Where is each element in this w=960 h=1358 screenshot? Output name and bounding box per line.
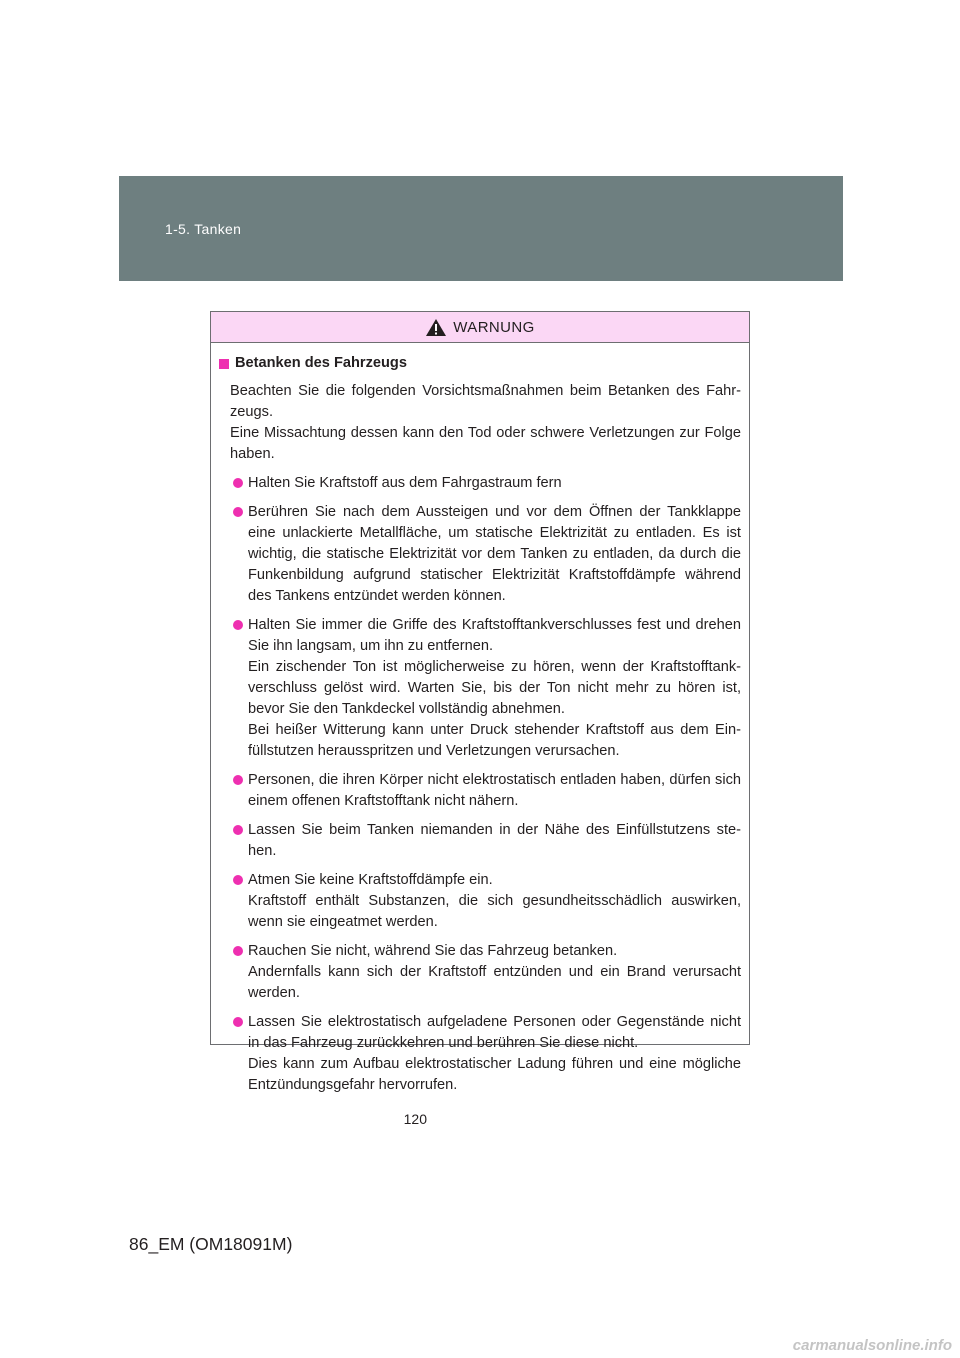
bullet-item — [219, 820, 741, 862]
warning-body — [211, 343, 749, 1096]
bullet-text — [248, 941, 741, 1004]
warning-triangle-icon — [425, 318, 447, 337]
circle-bullet-icon — [233, 825, 243, 835]
document-code: 86_EM (OM18091M) — [129, 1234, 293, 1254]
bullet-line: Dies kann zum Aufbau elektrostatischer Ladung führen und eine mögliche Entzündungsgefahr hervorrufen. — [248, 1056, 741, 1093]
bullet-item — [219, 473, 741, 494]
circle-bullet-icon — [233, 946, 243, 956]
bullet-text — [248, 870, 741, 933]
intro-line: Eine Missachtung dessen kann den Tod oder schwere Verletzungen zur Folge haben. — [230, 425, 741, 462]
warning-header — [211, 312, 749, 343]
bullet-item — [219, 870, 741, 933]
circle-bullet-icon — [233, 507, 243, 517]
warning-title: WARNUNG — [453, 318, 535, 336]
intro-line: Beachten Sie die folgenden Vorsichtsmaßnahmen beim Betanken des Fahr-zeugs. — [230, 383, 741, 420]
section-title-text: Betanken des Fahrzeugs — [235, 355, 407, 371]
bullet-line: Bei heißer Witterung kann unter Druck stehender Kraftstoff aus dem Ein-füllstutzen herausspritzen und Verletzungen verursachen. — [248, 722, 741, 759]
bullet-line: Halten Sie immer die Griffe des Kraftstofftankverschlusses fest und drehen Sie ihn langsam, um ihn zu entfernen. — [248, 617, 741, 654]
header-band — [119, 176, 843, 281]
bullet-item — [219, 941, 741, 1004]
section-title — [219, 353, 741, 374]
circle-bullet-icon — [233, 875, 243, 885]
square-bullet-icon — [219, 359, 229, 369]
bullet-text — [248, 770, 741, 812]
circle-bullet-icon — [233, 620, 243, 630]
bullet-line: Rauchen Sie nicht, während Sie das Fahrzeug betanken. — [248, 943, 618, 959]
bullet-line: Atmen Sie keine Kraftstoffdämpfe ein. — [248, 872, 493, 888]
section-label: 1-5. Tanken — [165, 221, 242, 237]
bullet-text — [248, 615, 741, 762]
circle-bullet-icon — [233, 478, 243, 488]
bullet-line: Personen, die ihren Körper nicht elektrostatisch entladen haben, dürfen sich einem offenen Kraftstofftank nicht nähern. — [248, 772, 741, 809]
bullet-item — [219, 615, 741, 762]
bullet-text — [248, 1012, 741, 1096]
bullet-line: Kraftstoff enthält Substanzen, die sich gesundheitsschädlich auswirken, wenn sie eingeatmet werden. — [248, 893, 741, 930]
bullet-list — [219, 473, 741, 1096]
bullet-line: Lassen Sie elektrostatisch aufgeladene Personen oder Gegenstände nicht in das Fahrzeug zurückkehren und berühren Sie diese nicht. — [248, 1014, 741, 1051]
circle-bullet-icon — [233, 1017, 243, 1027]
bullet-text — [248, 473, 741, 494]
bullet-line: Lassen Sie beim Tanken niemanden in der Nähe des Einfüllstutzens ste-hen. — [248, 822, 741, 859]
bullet-text — [248, 820, 741, 862]
bullet-item — [219, 770, 741, 812]
bullet-item — [219, 502, 741, 607]
bullet-line: Halten Sie Kraftstoff aus dem Fahrgastraum fern — [248, 475, 562, 491]
watermark: carmanualsonline.info — [792, 1337, 952, 1354]
bullet-text — [248, 502, 741, 607]
circle-bullet-icon — [233, 775, 243, 785]
bullet-item — [219, 1012, 741, 1096]
bullet-line: Andernfalls kann sich der Kraftstoff entzünden und ein Brand verursacht werden. — [248, 964, 741, 1001]
page-number: 120 — [403, 1111, 427, 1127]
warning-box — [210, 311, 750, 1093]
intro-text — [219, 381, 741, 465]
bullet-line: Ein zischender Ton ist möglicherweise zu hören, wenn der Kraftstofftank-verschluss gelöst wird. Warten Sie, bis der Ton nicht mehr zu hören ist, bevor Sie den Tankdeckel vollständig abnehmen. — [248, 659, 741, 717]
bullet-line: Berühren Sie nach dem Aussteigen und vor dem Öffnen der Tankklappe eine unlackierte Metallfläche, um statische Elektrizität zu entladen. Es ist wichtig, die statische Elektrizität vor dem Tanken zu entladen, da durch die Funkenbildung aufgrund statischer Elektrizität Kraftstoffdämpfe während des Tankens entzündet werden können. — [248, 504, 741, 604]
